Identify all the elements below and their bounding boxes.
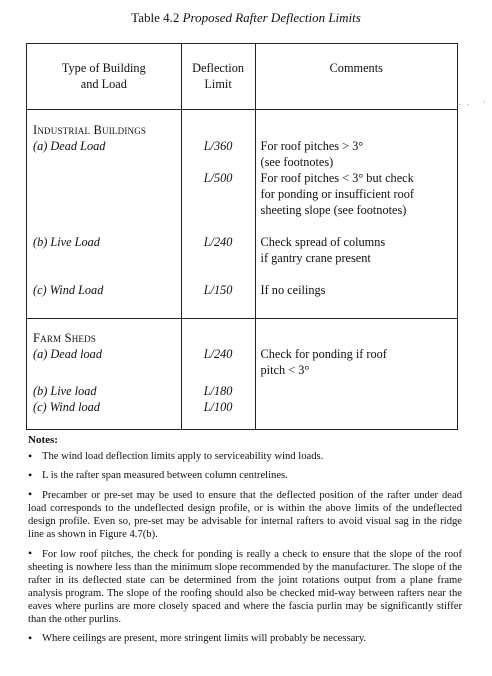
comment-cell (255, 399, 457, 430)
table-caption (0, 10, 492, 26)
note-text: Precamber or pre-set may be used to ensure that the deflected position of the rafter under dead load corresponds to the undeflected design profile, or is within the above limits of the undeflected design profile. Even so, pre-set may be advisable for internal rafters to avoid visual sag in the ridge line as shown in Figure 4.7(b). (28, 490, 462, 540)
load-live-industrial: (b) Live Load (27, 234, 182, 282)
load-dead-farm: (a) Dead load (33, 347, 102, 361)
limit-live-farm: L/180 (181, 383, 255, 399)
header-col2-line1: Deflection (192, 61, 245, 75)
note-item (28, 632, 462, 645)
comment-line: for ponding or insufficient roof (260, 187, 414, 201)
bullet: • (28, 487, 33, 501)
comment-wind-industrial: If no ceilings (255, 282, 457, 319)
limit-dead-farm: L/240 (181, 319, 255, 384)
note-text: For low roof pitches, the check for ponding is really a check to ensure that the slope of the roof sheeting is nowhere less than the minimum slope recommended by the manufacturer. The slope of the rafter in its deflected state can be determined from the joint rotations output from a plane frame analysis program. The slope of the roofing should also be checked mid-way between rafters near the eaves where purlins are more closely spaced and where the fascia purlin may be significantly stiffer than the other purlins. (28, 549, 462, 625)
note-item (28, 488, 462, 541)
limit-cell (181, 170, 255, 234)
limit-wind-industrial: L/150 (181, 282, 255, 319)
comment-line: (see footnotes) (260, 155, 334, 169)
note-item (28, 469, 462, 482)
load-cell (27, 170, 182, 234)
header-col1-line2: and Load (80, 77, 127, 91)
load-wind-industrial: (c) Wind Load (27, 282, 182, 319)
comment-cell (255, 383, 457, 399)
group-label-industrial: Industrial Buildings (33, 123, 147, 137)
group-cell (27, 110, 182, 171)
limit-cell (181, 110, 255, 171)
load-wind-farm: (c) Wind load (27, 399, 182, 430)
limit-dead-industrial-1: L/360 (203, 139, 233, 153)
header-col1-line1: Type of Building (61, 61, 146, 75)
bullet: • (28, 631, 33, 645)
notes-heading: Notes: (28, 434, 58, 446)
group-cell (27, 319, 182, 384)
comment-line: Check spread of columns (260, 235, 386, 249)
note-text: Where ceilings are present, more stringent limits will probably be necessary. (42, 633, 367, 644)
header-type-of-building (27, 44, 182, 110)
bullet: • (28, 546, 33, 560)
note-text: The wind load deflection limits apply to serviceability wind loads. (42, 451, 324, 462)
note-item (28, 547, 462, 626)
bullet: • (28, 468, 33, 482)
header-comments (255, 44, 457, 110)
table-row (27, 110, 458, 171)
table-title: Proposed Rafter Deflection Limits (182, 10, 361, 25)
limit-live-industrial: L/240 (181, 234, 255, 282)
scan-specks: .. · (459, 98, 492, 107)
limit-wind-farm: L/100 (181, 399, 255, 430)
comment-line: For roof pitches > 3° (260, 139, 364, 153)
table-row (27, 319, 458, 384)
comment-line: Check for ponding if roof (260, 347, 387, 361)
bullet: • (28, 449, 33, 463)
table-row (27, 170, 458, 234)
table-row (27, 399, 458, 430)
table-header-row (27, 44, 458, 110)
comment-line: sheeting slope (see footnotes) (260, 203, 407, 217)
table-number: Table 4.2 (131, 10, 180, 25)
header-col3: Comments (329, 61, 383, 75)
comment-cell (255, 110, 457, 171)
comment-cell (255, 170, 457, 234)
load-live-farm: (b) Live load (27, 383, 182, 399)
header-col2-line2: Limit (204, 77, 232, 91)
group-label-farm: Farm Sheds (33, 331, 97, 345)
comment-line: if gantry crane present (260, 251, 371, 265)
load-dead-industrial: (a) Dead Load (33, 139, 106, 153)
note-item (28, 450, 462, 463)
limit-dead-industrial-2: L/500 (203, 171, 233, 185)
comment-cell (255, 319, 457, 384)
notes-section (28, 434, 462, 651)
header-deflection-limit (181, 44, 255, 110)
table-row (27, 383, 458, 399)
comment-line: For roof pitches < 3° but check (260, 171, 414, 185)
comment-cell (255, 234, 457, 282)
table-row (27, 234, 458, 282)
comment-line: pitch < 3° (260, 363, 310, 377)
deflection-limits-table (26, 43, 458, 430)
note-text: L is the rafter span measured between column centrelines. (42, 470, 288, 481)
table-row (27, 282, 458, 319)
